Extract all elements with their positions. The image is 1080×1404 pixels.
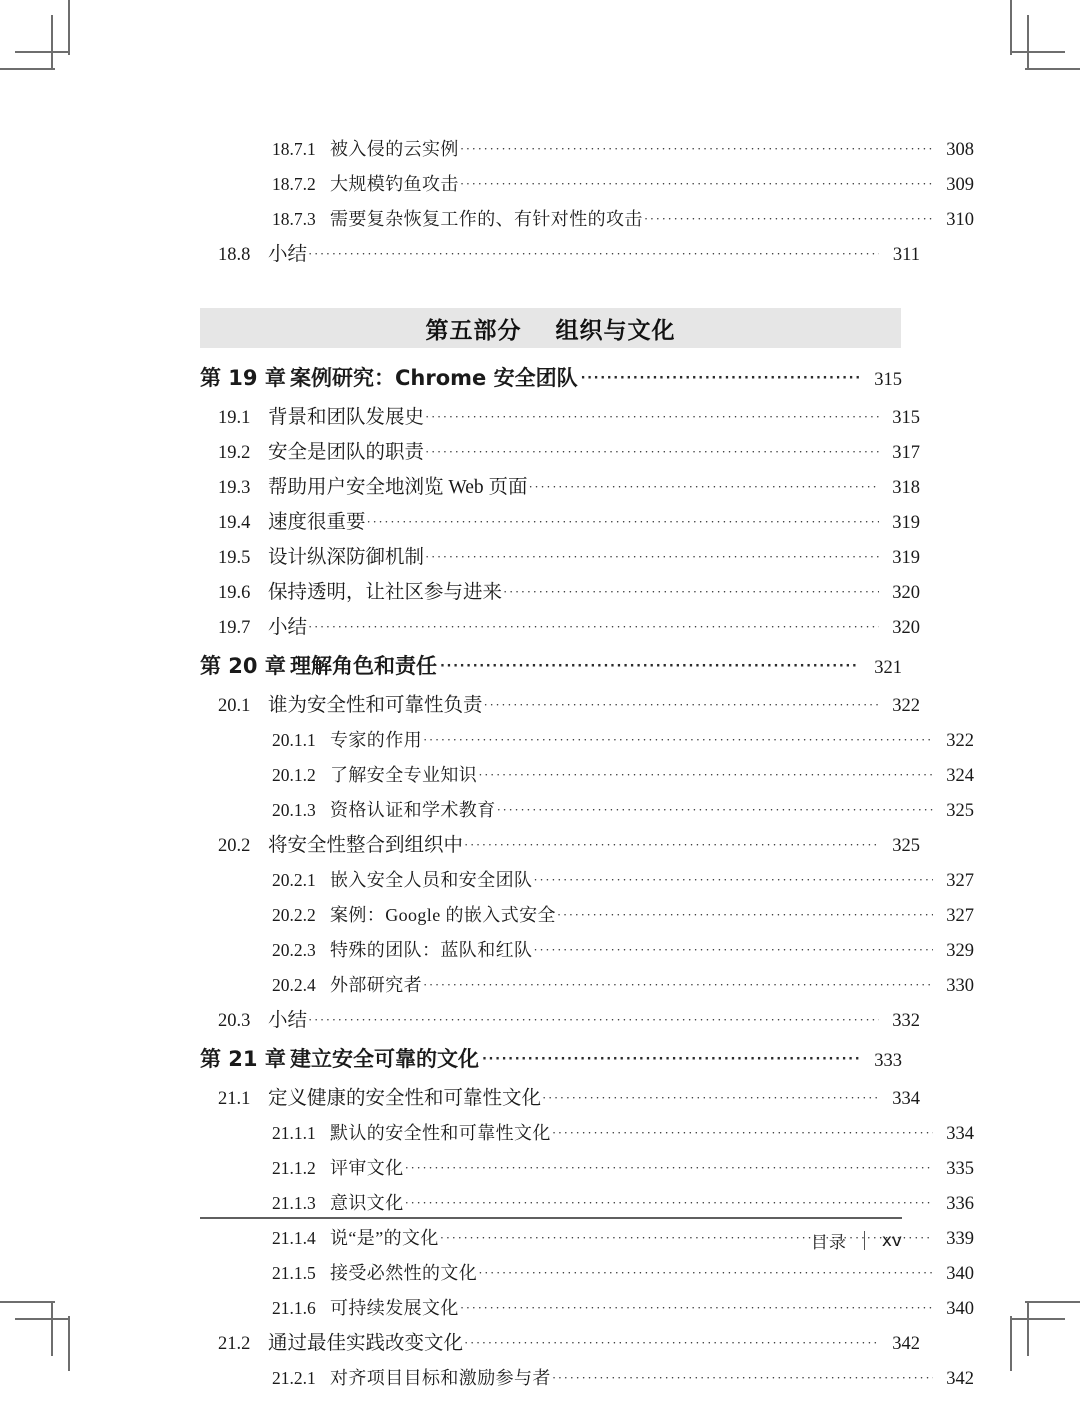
toc-leader-dots [542,1091,879,1104]
toc-entry-number: 21.1.2 [272,1158,316,1178]
toc-entry-page-number: 318 [892,478,920,498]
toc-entry-number: 19.3 [218,478,251,498]
crop-mark-bottom-left [0,1301,55,1303]
toc-entry-page-number: 325 [892,836,920,856]
toc-entry-page-number: 325 [946,801,974,821]
crop-mark-top-left [51,15,53,69]
toc-entry-page-number: 317 [892,443,920,463]
toc-entry[interactable] [200,696,920,731]
toc-entry[interactable] [200,801,974,836]
toc-leader-dots [533,943,933,956]
toc-entry-page-number: 327 [946,906,974,926]
toc-entry-number: 19.6 [218,583,251,603]
toc-entry-page-number: 333 [874,1051,902,1071]
toc-leader-dots [440,660,859,673]
toc-entry[interactable] [200,368,902,408]
part-divider-text [425,312,675,345]
toc-leader-dots [425,410,879,423]
toc-entry[interactable] [200,1049,902,1089]
toc-entry-page-number: 320 [892,618,920,638]
toc-entry[interactable] [200,408,920,443]
toc-leader-dots [503,585,879,598]
toc-entry-number: 20.1.1 [272,730,316,750]
part-label: 第五部分 [425,316,522,344]
toc-leader-dots [484,698,879,711]
toc-entry-number: 20.2 [218,836,251,856]
crop-mark-bottom-left [51,1302,53,1356]
toc-leader-dots [425,445,879,458]
toc-entry-page-number: 329 [946,941,974,961]
toc-entry-title: 保持透明，让社区参与进来 [268,582,503,603]
toc-entry[interactable] [200,478,920,513]
part-title: 组织与文化 [555,316,676,344]
toc-entry-title: 小结 [268,1010,308,1031]
crop-mark-top-right [1011,51,1065,53]
toc-entry-number: 21.1.4 [272,1228,316,1248]
crop-mark-top-right [1025,68,1080,70]
toc-entry[interactable] [200,210,974,245]
crop-mark-bottom-right [1010,1316,1012,1371]
toc-entry-number: 20.2.1 [272,870,316,890]
toc-entry-title: 接受必然性的文化 [330,1263,478,1283]
toc-entry[interactable] [200,513,920,548]
toc-entry-title: 被入侵的云实例 [330,139,459,159]
toc-entry[interactable] [200,548,920,583]
toc-entry-page-number: 340 [946,1299,974,1319]
toc-entry-page-number: 311 [892,245,920,265]
toc-entry-number: 21.1.1 [272,1123,316,1143]
toc-leader-dots [464,838,879,851]
toc-entry-title: 案例研究：Chrome 安全团队 [290,366,578,390]
toc-entry[interactable] [200,140,974,175]
toc-entry-page-number: 324 [946,766,974,786]
toc-leader-dots [308,620,879,633]
toc-entry-title: 谁为安全性和可靠性负责 [268,695,483,716]
toc-entry-number: 20.3 [218,1011,251,1031]
toc-entry-title: 速度很重要 [268,512,366,533]
toc-entry-number: 20.1.3 [272,800,316,820]
toc-entry-page-number: 322 [892,696,920,716]
crop-mark-top-right [1027,15,1029,69]
toc-leader-dots [405,1196,933,1209]
toc-entry-title: 意识文化 [330,1193,404,1213]
toc-entry[interactable] [200,1089,920,1124]
toc-entry-title: 帮助用户安全地浏览 Web 页面 [268,477,528,498]
toc-entry-title: 案例：Google 的嵌入式安全 [330,905,556,925]
toc-leader-dots [405,1161,933,1174]
toc-leader-dots [423,978,933,991]
toc-entry[interactable] [200,618,920,653]
toc-entry-page-number: 342 [892,1334,920,1354]
toc-entry-title: 小结 [268,617,308,638]
toc-entry[interactable] [200,1011,920,1046]
toc-entry[interactable] [200,871,974,906]
toc-entry[interactable] [200,1369,974,1404]
toc-entry-title: 资格认证和学术教育 [330,800,496,820]
toc-entry[interactable] [200,583,920,618]
toc-entry[interactable] [200,1334,920,1369]
toc-leader-dots [464,1336,879,1349]
toc-entry-number: 21.2.1 [272,1368,316,1388]
toc-leader-dots [552,1126,933,1139]
toc-entry-page-number: 332 [892,1011,920,1031]
toc-leader-dots [644,212,933,225]
toc-entry-page-number: 339 [946,1229,974,1249]
toc-entry-number: 20.1.2 [272,765,316,785]
crop-mark-bottom-left [15,1318,69,1320]
toc-leader-dots [478,768,933,781]
toc-leader-dots [552,1371,933,1384]
toc-entry-number: 19.7 [218,618,251,638]
toc-entry-number: 21.1 [218,1089,251,1109]
toc-entry-page-number: 336 [946,1194,974,1214]
toc-entry-title: 背景和团队发展史 [268,407,425,428]
toc-leader-dots [460,1301,933,1314]
toc-entry[interactable] [200,941,974,976]
toc-entry-page-number: 319 [892,548,920,568]
toc-leader-dots [460,142,933,155]
toc-entry-page-number: 322 [946,731,974,751]
toc-entry-title: 特殊的团队：蓝队和红队 [330,940,533,960]
toc-entry-page-number: 340 [946,1264,974,1284]
toc-entry-page-number: 335 [946,1159,974,1179]
toc-entry-title: 建立安全可靠的文化 [290,1047,479,1071]
toc-entry-page-number: 321 [874,658,902,678]
toc-entry-number: 21.1.3 [272,1193,316,1213]
toc-entry[interactable] [200,906,974,941]
toc-entry-number: 21.1.6 [272,1298,316,1318]
toc-entry-title: 了解安全专业知识 [330,765,478,785]
toc-entry-number: 20.2.4 [272,975,316,995]
toc-leader-dots [497,803,933,816]
page-footer [200,1228,902,1253]
toc-entry[interactable] [200,443,920,478]
toc-leader-dots [581,372,859,385]
toc-entry-number: 21.2 [218,1334,251,1354]
toc-entry[interactable] [200,1264,974,1299]
crop-mark-top-right [1010,0,1012,55]
toc-entry-page-number: 310 [946,210,974,230]
toc-continued-entries [200,139,974,280]
toc-entry-page-number: 342 [946,1369,974,1389]
toc-entry[interactable] [200,1299,974,1334]
toc-entry-page-number: 334 [892,1089,920,1109]
toc-leader-dots [557,908,933,921]
toc-entry[interactable] [200,175,974,210]
toc-entry-title: 小结 [268,244,308,265]
toc-entry-number: 20.1 [218,696,251,716]
toc-entry[interactable] [200,766,974,801]
toc-leader-dots [367,515,879,528]
toc-entry-title: 嵌入安全人员和安全团队 [330,870,533,890]
toc-entry-page-number: 330 [946,976,974,996]
toc-entry-number: 第 21 章 [200,1047,286,1071]
toc-leader-dots [460,177,933,190]
toc-entry-title: 评审文化 [330,1158,404,1178]
toc-entry-number: 20.2.3 [272,940,316,960]
crop-mark-top-left [15,51,69,53]
toc-entry-number: 19.4 [218,513,251,533]
footer-separator-icon [864,1231,865,1250]
toc-leader-dots [478,1266,933,1279]
toc-entry-page-number: 320 [892,583,920,603]
toc-page-body [200,139,974,1404]
toc-leader-dots [425,550,879,563]
toc-entry-title: 将安全性整合到组织中 [268,835,464,856]
toc-leader-dots [308,1013,879,1026]
toc-entry-number: 18.7.3 [272,209,316,229]
toc-entry-page-number: 327 [946,871,974,891]
toc-leader-dots [308,247,879,260]
crop-mark-bottom-right [1027,1302,1029,1356]
crop-mark-bottom-right [1025,1301,1080,1303]
toc-entry[interactable] [200,976,974,1011]
toc-entry[interactable] [200,656,902,696]
part-divider-banner [200,308,901,348]
toc-entry-title: 专家的作用 [330,730,422,750]
toc-entry-page-number: 315 [874,370,902,390]
toc-entry-title: 可持续发展文化 [330,1298,459,1318]
footer-divider-rule [200,1217,902,1219]
toc-entry-number: 19.2 [218,443,251,463]
toc-leader-dots [533,873,933,886]
toc-entry[interactable] [200,836,920,871]
toc-entry-number: 21.1.5 [272,1263,316,1283]
toc-entry-title: 理解角色和责任 [290,654,437,678]
toc-entry-title: 外部研究者 [330,975,422,995]
toc-entry-page-number: 315 [892,408,920,428]
toc-leader-dots [423,733,933,746]
toc-entry[interactable] [200,1124,974,1159]
toc-entry-title: 对齐项目目标和激励参与者 [330,1368,551,1388]
toc-entry-title: 需要复杂恢复工作的、有针对性的攻击 [330,209,643,229]
toc-entry-title: 定义健康的安全性和可靠性文化 [268,1088,542,1109]
crop-mark-top-left [68,0,70,55]
toc-entry-number: 18.7.2 [272,174,316,194]
toc-entry-page-number: 309 [946,175,974,195]
footer-page-number: xv [881,1230,902,1251]
toc-entry-number: 18.7.1 [272,139,316,159]
toc-entry-number: 20.2.2 [272,905,316,925]
crop-mark-bottom-left [68,1316,70,1371]
toc-entry-title: 通过最佳实践改变文化 [268,1333,464,1354]
crop-mark-top-left [0,68,55,70]
toc-entry-title: 设计纵深防御机制 [268,547,425,568]
toc-entry-number: 第 20 章 [200,654,286,678]
toc-entry-number: 19.5 [218,548,251,568]
toc-entry-title: 安全是团队的职责 [268,442,425,463]
toc-entry-number: 19.1 [218,408,251,428]
toc-entry[interactable] [200,731,974,766]
crop-mark-bottom-right [1011,1318,1065,1320]
toc-entry-number: 18.8 [218,245,251,265]
toc-entry[interactable] [200,1159,974,1194]
footer-label: 目录 [810,1233,847,1253]
toc-leader-dots [529,480,880,493]
toc-entry[interactable] [200,245,920,280]
toc-entry-number: 第 19 章 [200,366,286,390]
toc-entry-page-number: 334 [946,1124,974,1144]
toc-entry-title: 默认的安全性和可靠性文化 [330,1123,551,1143]
toc-entry-title: 大规模钓鱼攻击 [330,174,459,194]
toc-entry-page-number: 308 [946,140,974,160]
toc-leader-dots [482,1053,859,1066]
toc-entry[interactable] [200,1194,974,1229]
toc-entry-title: 说“是”的文化 [330,1228,439,1248]
toc-entry-page-number: 319 [892,513,920,533]
